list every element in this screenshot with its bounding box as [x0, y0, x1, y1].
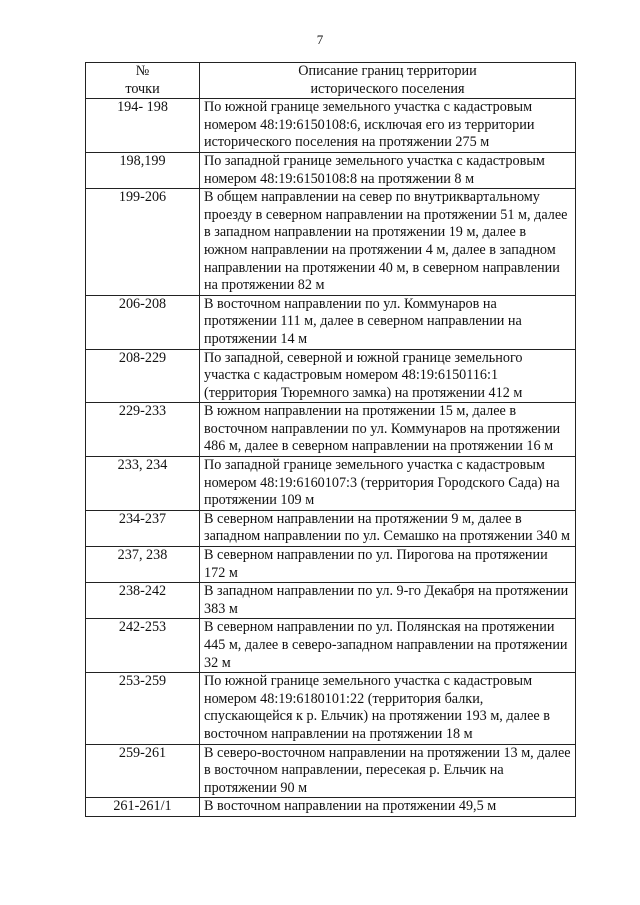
table-row: [86, 547, 576, 583]
description-cell: В северном направлении на протяжении 9 м, далее в западном направлении по ул. Семашко на протяжении 340 м: [200, 510, 576, 546]
point-range-cell: 206-208: [86, 295, 200, 349]
table-row: [86, 403, 576, 457]
point-range-cell: 234-237: [86, 510, 200, 546]
point-range-cell: 208-229: [86, 349, 200, 403]
point-range-cell: 229-233: [86, 403, 200, 457]
point-range-cell: 259-261: [86, 744, 200, 798]
table-header-row: [86, 63, 576, 99]
description-cell: По южной границе земельного участка с кадастровым номером 48:19:6180101:22 (территория балки, спускающейся к р. Ельчик) на протяжении 193 м, далее в восточном направлении на протяжении 18 м: [200, 673, 576, 744]
table-row: [86, 99, 576, 153]
description-cell: В северном направлении по ул. Пирогова на протяжении 172 м: [200, 547, 576, 583]
point-number-header: [86, 63, 200, 99]
description-header-line1: Описание границ территории: [298, 63, 477, 79]
description-cell: По западной границе земельного участка с кадастровым номером 48:19:6150108:8 на протяжении 8 м: [200, 152, 576, 188]
point-range-cell: 242-253: [86, 619, 200, 673]
point-range-cell: 199-206: [86, 189, 200, 296]
table-row: [86, 744, 576, 798]
point-range-cell: 261-261/1: [86, 798, 200, 817]
point-range-cell: 233, 234: [86, 457, 200, 511]
point-range-cell: 198,199: [86, 152, 200, 188]
point-range-cell: 237, 238: [86, 547, 200, 583]
table-row: [86, 510, 576, 546]
description-cell: В восточном направлении на протяжении 49,5 м: [200, 798, 576, 817]
description-header: [200, 63, 576, 99]
point-range-cell: 238-242: [86, 583, 200, 619]
table-row: [86, 457, 576, 511]
description-cell: В северном направлении по ул. Полянская на протяжении 445 м, далее в северо-западном направлении на протяжении 32 м: [200, 619, 576, 673]
page-number: 7: [316, 32, 324, 47]
point-range-cell: 253-259: [86, 673, 200, 744]
table-row: [86, 583, 576, 619]
description-cell: По западной, северной и южной границе земельного участка с кадастровым номером 48:19:6150116:1 (территория Тюремного замка) на протяжении 412 м: [200, 349, 576, 403]
description-cell: В восточном направлении по ул. Коммунаров на протяжении 111 м, далее в северном направлении на протяжении 14 м: [200, 295, 576, 349]
table-row: [86, 798, 576, 817]
table-row: [86, 619, 576, 673]
description-cell: В северо-восточном направлении на протяжении 13 м, далее в восточном направлении, пересекая р. Ельчик на протяжении 90 м: [200, 744, 576, 798]
description-cell: По западной границе земельного участка с кадастровым номером 48:19:6160107:3 (территория Городского Сада) на протяжении 109 м: [200, 457, 576, 511]
description-cell: В западном направлении по ул. 9-го Декабря на протяжении 383 м: [200, 583, 576, 619]
description-cell: В южном направлении на протяжении 15 м, далее в восточном направлении по ул. Коммунаров на протяжении 486 м, далее в северном направлении на протяжении 16 м: [200, 403, 576, 457]
table-row: [86, 189, 576, 296]
table-row: [86, 349, 576, 403]
point-number-header-symbol: №: [135, 63, 150, 79]
description-cell: В общем направлении на север по внутриквартальному проезду в северном направлении на протяжении 51 м, далее в западном направлении на протяжении 19 м, далее в южном направлении на протяжении 4 м, далее в западном направлении на протяжении 40 м, в северном направлении на протяжении 82 м: [200, 189, 576, 296]
boundary-description-table: [85, 62, 576, 817]
description-header-line2: исторического поселения: [310, 80, 465, 97]
point-number-header-label: точки: [125, 80, 160, 97]
point-range-cell: 194- 198: [86, 99, 200, 153]
table-row: [86, 295, 576, 349]
table-row: [86, 152, 576, 188]
description-cell: По южной границе земельного участка с кадастровым номером 48:19:6150108:6, исключая его из территории исторического поселения на протяжении 275 м: [200, 99, 576, 153]
table-row: [86, 673, 576, 744]
